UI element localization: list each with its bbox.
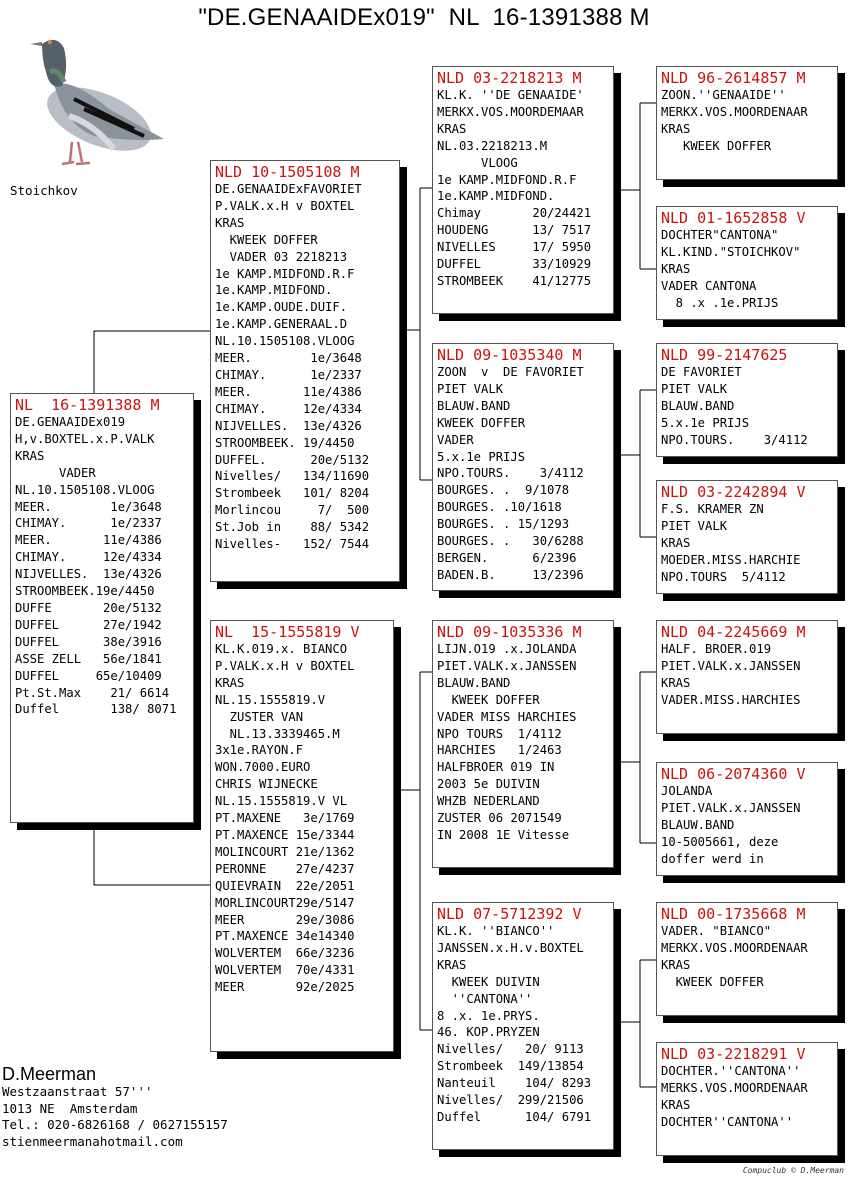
pedigree-card-dam: NL 15-1555819 V KL.K.019.x. BIANCO P.VALK.x.H v BOXTEL KRAS NL.15.1555819.V ZUSTER VAN NL.13.3339465.M 3x1e.RAYON.F WON.7000.EURO CHRIS WIJNECKE NL.15.1555819.V VL PT.MAXENE 3e/1769 PT.MAXENCE 15e/3344 MOLINCOURT 21e/1362 PERONNE 27e/4237 QUIEVRAIN 22e/2051 MORLINCOURT29e/5147 MEER 29e/3086 PT.MAXENCE 34e14340 WOLVERTEM 66e/3236 WOLVERTEM 70e/4331 MEER 92e/2025 (210, 620, 394, 1052)
ring-number: NLD 04-2245669 M (661, 623, 806, 641)
page-title: "DE.GENAAIDEx019" NL 16-1391388 M (198, 4, 650, 31)
credit-footer: Compuclub © D.Meerman (742, 1166, 844, 1175)
pedigree-card-dsd: NLD 06-2074360 V JOLANDA PIET.VALK.x.JANSSEN BLAUW.BAND 10-5005661, deze doffer werd in (656, 762, 838, 876)
ring-number: NLD 09-1035340 M (437, 346, 582, 364)
pedigree-card-sdd: NLD 03-2242894 V F.S. KRAMER ZN PIET VALK KRAS MOEDER.MISS.HARCHIE NPO.TOURS 5/4112 (656, 480, 838, 594)
owner-block (2, 1064, 228, 1150)
ring-number: NL 15-1555819 V (215, 623, 360, 641)
pedigree-card-sire-sire: NLD 03-2218213 M KL.K. ''DE GENAAIDE' MERKX.VOS.MOORDEMAAR KRAS NL.03.2218213.M VLOOG 1e KAMP.MIDFOND.R.F 1e.KAMP.MIDFOND. Chimay 20/24421 HOUDENG 13/ 7517 NIVELLES 17/ 5950 DUFFEL 33/10929 STROMBEEK 41/12775 (432, 66, 614, 314)
bird-name: Stoichkov (10, 183, 78, 198)
pedigree-card-sire: NLD 10-1505108 M DE.GENAAIDExFAVORIET P.VALK.x.H v BOXTEL KRAS KWEEK DOFFER VADER 03 2218213 1e KAMP.MIDFOND.R.F 1e.KAMP.MIDFOND. 1e.KAMP.OUDE.DUIF. 1e.KAMP.GENERAAL.D NL.10.1505108.VLOOG MEER. 1e/3648 CHIMAY. 1e/2337 MEER. 11e/4386 CHIMAY. 12e/4334 NIJVELLES. 13e/4326 STROOMBEEK. 19/4450 DUFFEL. 20e/5132 Nivelles/ 134/11690 Strombeek 101/ 8204 Morlincou 7/ 500 St.Job in 88/ 5342 Nivelles- 152/ 7544 (210, 160, 400, 582)
pedigree-card-sire-dam: NLD 09-1035340 M ZOON v DE FAVORIET PIET VALK BLAUW.BAND KWEEK DOFFER VADER 5.x.1e PRIJS NPO.TOURS. 3/4112 BOURGES. . 9/1078 BOURGES. .10/1618 BOURGES. . 15/1293 BOURGES. . 30/6288 BERGEN. 6/2396 BADEN.B. 13/2396 (432, 343, 614, 591)
pedigree-card-dam-dam: NLD 07-5712392 V KL.K. ''BIANCO'' JANSSEN.x.H.v.BOXTEL KRAS KWEEK DUIVIN ''CANTONA'' 8 .x. 1e.PRYS. 46. KOP.PRYZEN Nivelles/ 20/ 9113 Strombeek 149/13854 Nanteuil 104/ 8293 Nivelles/ 299/21506 Duffel 104/ 6791 (432, 902, 614, 1150)
pedigree-card-dds: NLD 00-1735668 M VADER. "BIANCO" MERKX.VOS.MOORDENAAR KRAS KWEEK DOFFER (656, 902, 838, 1016)
owner-name: D.Meerman (2, 1064, 97, 1084)
pedigree-card-ddd: NLD 03-2218291 V DOCHTER.''CANTONA'' MERKS.VOS.MOORDENAAR KRAS DOCHTER''CANTONA'' (656, 1042, 838, 1156)
owner-postcode-city: 1013 NE Amsterdam (2, 1100, 138, 1116)
pedigree-card-subject: NL 16-1391388 M DE.GENAAIDEx019 H,v.BOXTEL.x.P.VALK KRAS VADER NL.10.1505108.VLOOG MEER. 1e/3648 CHIMAY. 1e/2337 MEER. 11e/4386 CHIMAY. 12e/4334 NIJVELLES. 13e/4326 STROOMBEEK.19e/4450 DUFFE 20e/5132 DUFFEL 27e/1942 DUFFEL 38e/3916 ASSE ZELL 56e/1841 DUFFEL 65e/10409 Pt.St.Max 21/ 6614 Duffel 138/ 8071 (10, 393, 194, 823)
ring-number: NLD 06-2074360 V (661, 765, 806, 783)
ring-number: NLD 00-1735668 M (661, 905, 806, 923)
pedigree-card-sds: NLD 99-2147625 DE FAVORIET PIET VALK BLAUW.BAND 5.x.1e PRIJS NPO.TOURS. 3/4112 (656, 343, 838, 457)
ring-number: NLD 99-2147625 (661, 346, 788, 364)
pedigree-card-dam-sire: NLD 09-1035336 M LIJN.O19 .x.JOLANDA PIET.VALK.x.JANSSEN BLAUW.BAND KWEEK DOFFER VADER MISS HARCHIES NPO TOURS 1/4112 HARCHIES 1/2463 HALFBROER 019 IN 2003 5e DUIVIN WHZB NEDERLAND ZUSTER 06 2071549 IN 2008 1E Vitesse (432, 620, 614, 868)
pedigree-card-dss: NLD 04-2245669 M HALF. BROER.019 PIET.VALK.x.JANSSEN KRAS VADER.MISS.HARCHIES (656, 620, 838, 734)
ring-number: NL 16-1391388 M (15, 396, 160, 414)
ring-number: NLD 96-2614857 M (661, 69, 806, 87)
owner-phone: Tel.: 020-6826168 / 0627155157 (2, 1117, 228, 1132)
pedigree-card-ssd: NLD 01-1652858 V DOCHTER"CANTONA" KL.KIND."STOICHKOV" KRAS VADER CANTONA 8 .x .1e.PRIJS (656, 206, 838, 320)
ring-number: NLD 03-2242894 V (661, 483, 806, 501)
ring-number: NLD 10-1505108 M (215, 163, 360, 181)
owner-email: stienmeermanahotmail.com (2, 1133, 183, 1149)
ring-number: NLD 07-5712392 V (437, 905, 582, 923)
owner-address: Westzaanstraat 57''' (2, 1084, 153, 1099)
ring-number: NLD 03-2218291 V (661, 1045, 806, 1063)
ring-number: NLD 03-2218213 M (437, 69, 582, 87)
ring-number: NLD 09-1035336 M (437, 623, 582, 641)
pedigree-card-sss: NLD 96-2614857 M ZOON.''GENAAIDE'' MERKX.VOS.MOORDENAAR KRAS KWEEK DOFFER (656, 66, 838, 180)
ring-number: NLD 01-1652858 V (661, 209, 806, 227)
